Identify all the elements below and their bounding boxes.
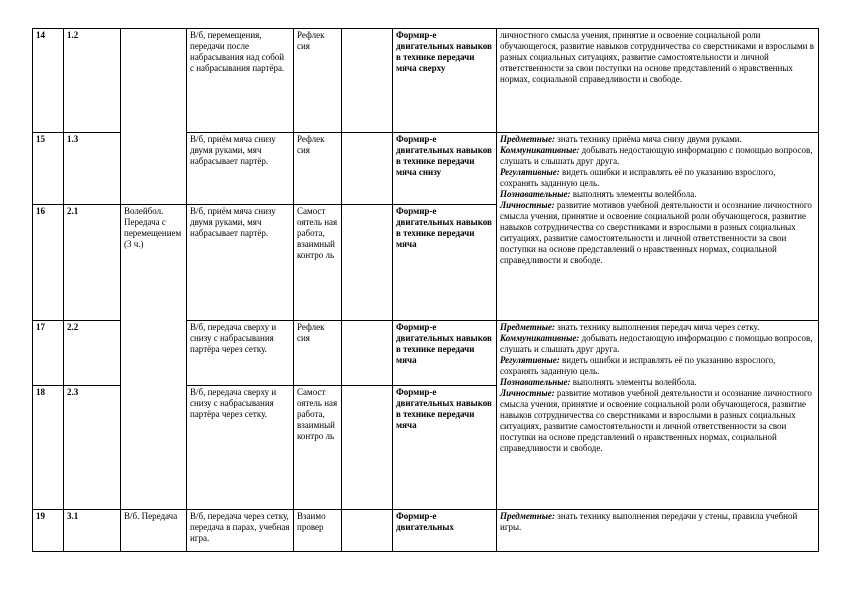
requirements-cell	[497, 29, 819, 133]
lesson-goal: Формир-е двигательных навыков в технике передачи мяча	[393, 321, 497, 386]
requirement-item: Предметные: знать технику выполнения передач мяча через сетку.	[500, 322, 760, 332]
requirement-item: Познавательные: выполнять элементы волейбола.	[500, 189, 697, 199]
lesson-number: 17	[33, 321, 64, 386]
lesson-number: 14	[33, 29, 64, 133]
empty-cell	[342, 386, 393, 510]
empty-cell	[342, 29, 393, 133]
requirement-item: Предметные: знать технику приёма мяча снизу двумя руками.	[500, 134, 742, 144]
lesson-code: 3.1	[64, 510, 121, 552]
requirement-item: Предметные: знать технику выполнения передачи у стены, правила учебной игры.	[500, 511, 798, 532]
lesson-number: 16	[33, 205, 64, 321]
requirements-cell	[497, 321, 819, 510]
requirement-item: Регулятивные: видеть ошибки и исправлять её по указанию взрослого, сохранять заданную цель.	[500, 355, 776, 376]
empty-cell	[342, 321, 393, 386]
lesson-type: Взаимо провер	[294, 510, 342, 552]
requirement-item: Личностные: развитие мотивов учебной деятельности и осознание личностного смысла учения, принятие и освоение социальной роли обучающегося, развитие навыков сотрудничества со сверстниками и взрослыми в разных социальных ситуациях, развитие самостоятельности и личной ответственности за свои поступки на основе представлений о нравственных нормах, социальной справедливости и свободе.	[500, 200, 812, 265]
lesson-code: 1.2	[64, 29, 121, 133]
requirement-item: Коммуникативные: добывать недостающую информацию с помощью вопросов, слушать и слышать друг друга.	[500, 333, 813, 354]
empty-cell	[342, 205, 393, 321]
requirement-item: Регулятивные: видеть ошибки и исправлять её по указанию взрослого, сохранять заданную цель.	[500, 167, 776, 188]
requirements-cell	[497, 510, 819, 552]
lesson-goal: Формир-е двигательных	[393, 510, 497, 552]
lesson-content: В/б, перемещения, передачи после набрасывания над собой с набрасывания партёра.	[187, 29, 294, 133]
table-row	[33, 29, 819, 133]
lesson-type: Рефлек сия	[294, 133, 342, 205]
lesson-content: В/б, передача сверху и снизу с набрасывания партёра через сетку.	[187, 321, 294, 386]
lesson-content: В/б, приём мяча снизу двумя руками, мяч набрасывает партёр.	[187, 205, 294, 321]
lesson-code: 2.3	[64, 386, 121, 510]
topic-cell	[121, 29, 187, 205]
empty-cell	[342, 510, 393, 552]
lesson-type: Рефлек сия	[294, 29, 342, 133]
lesson-type: Самост оятель ная работа, взаимный контро ль	[294, 205, 342, 321]
requirements-cell	[497, 133, 819, 321]
table-row	[33, 510, 819, 552]
lesson-number: 18	[33, 386, 64, 510]
requirement-item: Познавательные: выполнять элементы волейбола.	[500, 377, 697, 387]
lesson-number: 19	[33, 510, 64, 552]
topic-cell: Волейбол. Передача с перемещением (3 ч.)	[121, 205, 187, 510]
lesson-goal: Формир-е двигательных навыков в технике передачи мяча	[393, 205, 497, 321]
lesson-type: Рефлек сия	[294, 321, 342, 386]
requirement-item: Коммуникативные: добывать недостающую информацию с помощью вопросов, слушать и слышать друг друга.	[500, 145, 813, 166]
lesson-content: В/б, приём мяча снизу двумя руками, мяч набрасывает партёр.	[187, 133, 294, 205]
lesson-goal: Формир-е двигательных навыков в технике передачи мяча	[393, 386, 497, 510]
empty-cell	[342, 133, 393, 205]
lesson-code: 1.3	[64, 133, 121, 205]
lesson-number: 15	[33, 133, 64, 205]
requirement-item: Личностные: развитие мотивов учебной деятельности и осознание личностного смысла учения, принятие и освоение социальной роли обучающегося, развитие навыков сотрудничества со сверстниками и взрослыми в разных социальных ситуациях, развитие самостоятельности и личной ответственности за свои поступки на основе представлений о нравственных нормах, социальной справедливости и свободе.	[500, 388, 812, 453]
lesson-goal: Формир-е двигательных навыков в технике передачи мяча снизу	[393, 133, 497, 205]
lesson-code: 2.2	[64, 321, 121, 386]
requirements-text: личностного смысла учения, принятие и освоение социальной роли обучающегося, развитие навыков сотрудничества со сверстниками и взрослыми в разных социальных ситуациях, развитие самостоятельности и личной ответственности за свои поступки на основе представлений о нравственных нормах, социальной справедливости и свободе.	[500, 30, 814, 84]
lesson-plan-table	[32, 28, 819, 552]
lesson-content: В/б, передача сверху и снизу с набрасывания партёра через сетку.	[187, 386, 294, 510]
lesson-type: Самост оятель ная работа, взаимный контро ль	[294, 386, 342, 510]
lesson-code: 2.1	[64, 205, 121, 321]
lesson-goal: Формир-е двигательных навыков в технике передачи мяча сверху	[393, 29, 497, 133]
topic-cell: В/б. Передача	[121, 510, 187, 552]
lesson-content: В/б, передача через сетку, передача в парах, учебная игра.	[187, 510, 294, 552]
